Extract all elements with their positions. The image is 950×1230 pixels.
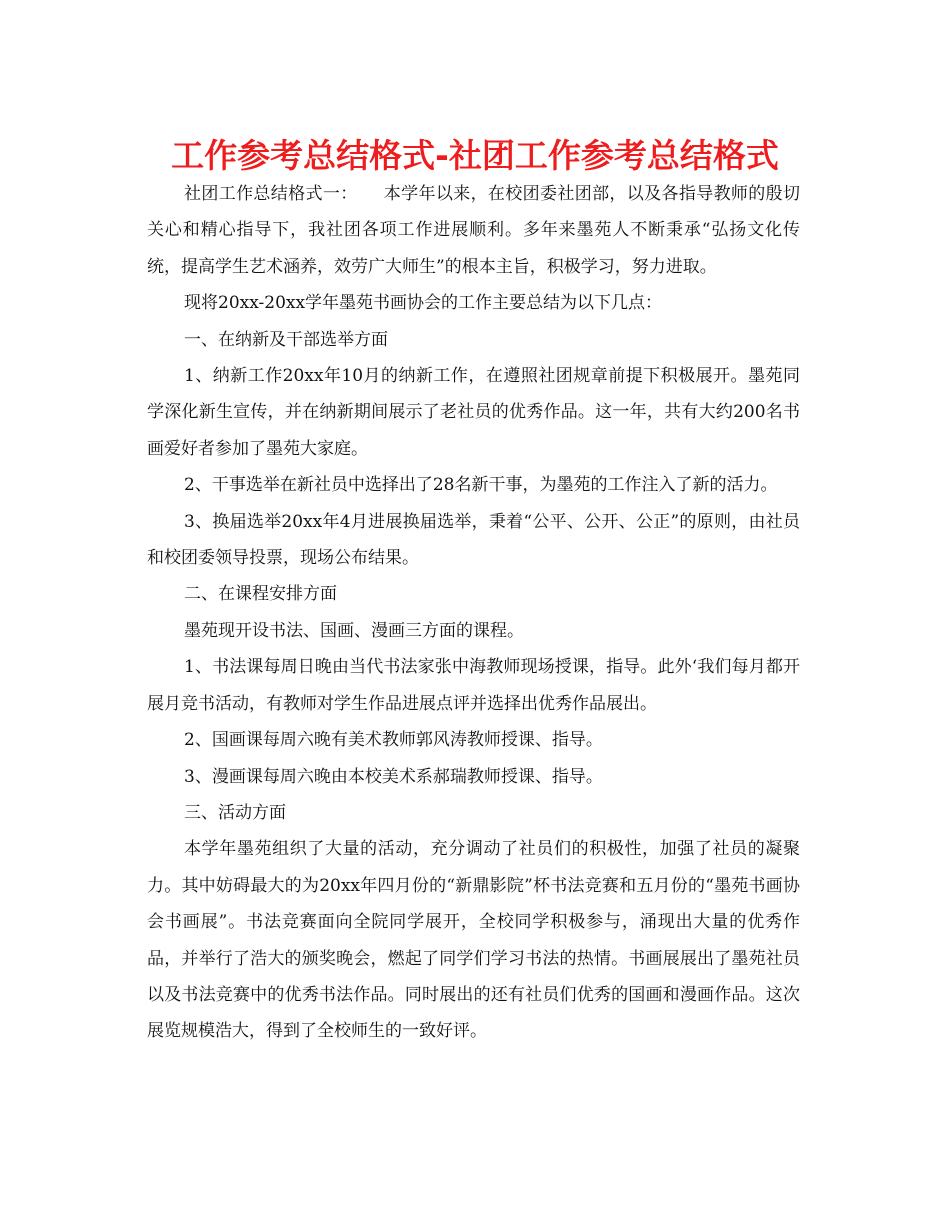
paragraph-courses-3: 3、漫画课每周六晚由本校美术系郝瑞教师授课、指导。 <box>184 766 603 787</box>
paragraph-recruitment-1: 1、纳新工作20xx年10月的纳新工作，在遵照社团规章前提下积极展开。墨苑同学深化新生宣传，并在纳新期间展示了老社员的优秀作品。这一年，共有大约200名书画爱好者参加了墨苑大家庭。 <box>147 366 800 459</box>
paragraph-summary-lead: 现将20xx-20xx学年墨苑书画协会的工作主要总结为以下几点： <box>184 293 663 314</box>
section-heading-recruitment: 一、在纳新及干部选举方面 <box>184 329 388 350</box>
section-heading-courses: 二、在课程安排方面 <box>184 584 337 605</box>
paragraph-intro: 社团工作总结格式一： 本学年以来，在校团委社团部，以及各指导教师的殷切关心和精心指导下，我社团各项工作进展顺利。多年来墨苑人不断秉承“弘扬文化传统，提高学生艺术涵养，效劳广大师生”的根本主旨，积极学习，努力进取。 <box>147 184 800 277</box>
document-title: 工作参考总结格式-社团工作参考总结格式 <box>171 136 779 175</box>
paragraph-recruitment-3: 3、换届选举20xx年4月进展换届选举，秉着“公平、公开、公正”的原则，由社员和校团委领导投票，现场公布结果。 <box>147 511 800 569</box>
document-body <box>147 176 800 1050</box>
paragraph-courses-intro: 墨苑现开设书法、国画、漫画三方面的课程。 <box>184 620 524 641</box>
paragraph-courses-1: 1、书法课每周日晚由当代书法家张中海教师现场授课，指导。此外‘我们每月都开展月竞书活动，有教师对学生作品进展点评并选择出优秀作品展出。 <box>147 657 800 714</box>
section-heading-activities: 三、活动方面 <box>184 802 286 823</box>
paragraph-recruitment-2: 2、干事选举在新社员中选择出了28名新干事，为墨苑的工作注入了新的活力。 <box>184 475 778 496</box>
paragraph-activities: 本学年墨苑组织了大量的活动，充分调动了社员们的积极性，加强了社员的凝聚力。其中妨碍最大的为20xx年四月份的“新鼎影院”杯书法竞赛和五月份的“墨苑书画协会书画展”。书法竞赛面向全院同学展开，全校同学积极参与，涌现出大量的优秀作品，并举行了浩大的颁奖晚会，燃起了同学们学习书法的热情。书画展展出了墨苑社员以及书法竞赛中的优秀书法作品。同时展出的还有社员们优秀的国画和漫画作品。这次展览规模浩大，得到了全校师生的一致好评。 <box>147 839 800 1042</box>
paragraph-courses-2: 2、国画课每周六晚有美术教师郭风涛教师授课、指导。 <box>184 730 603 751</box>
